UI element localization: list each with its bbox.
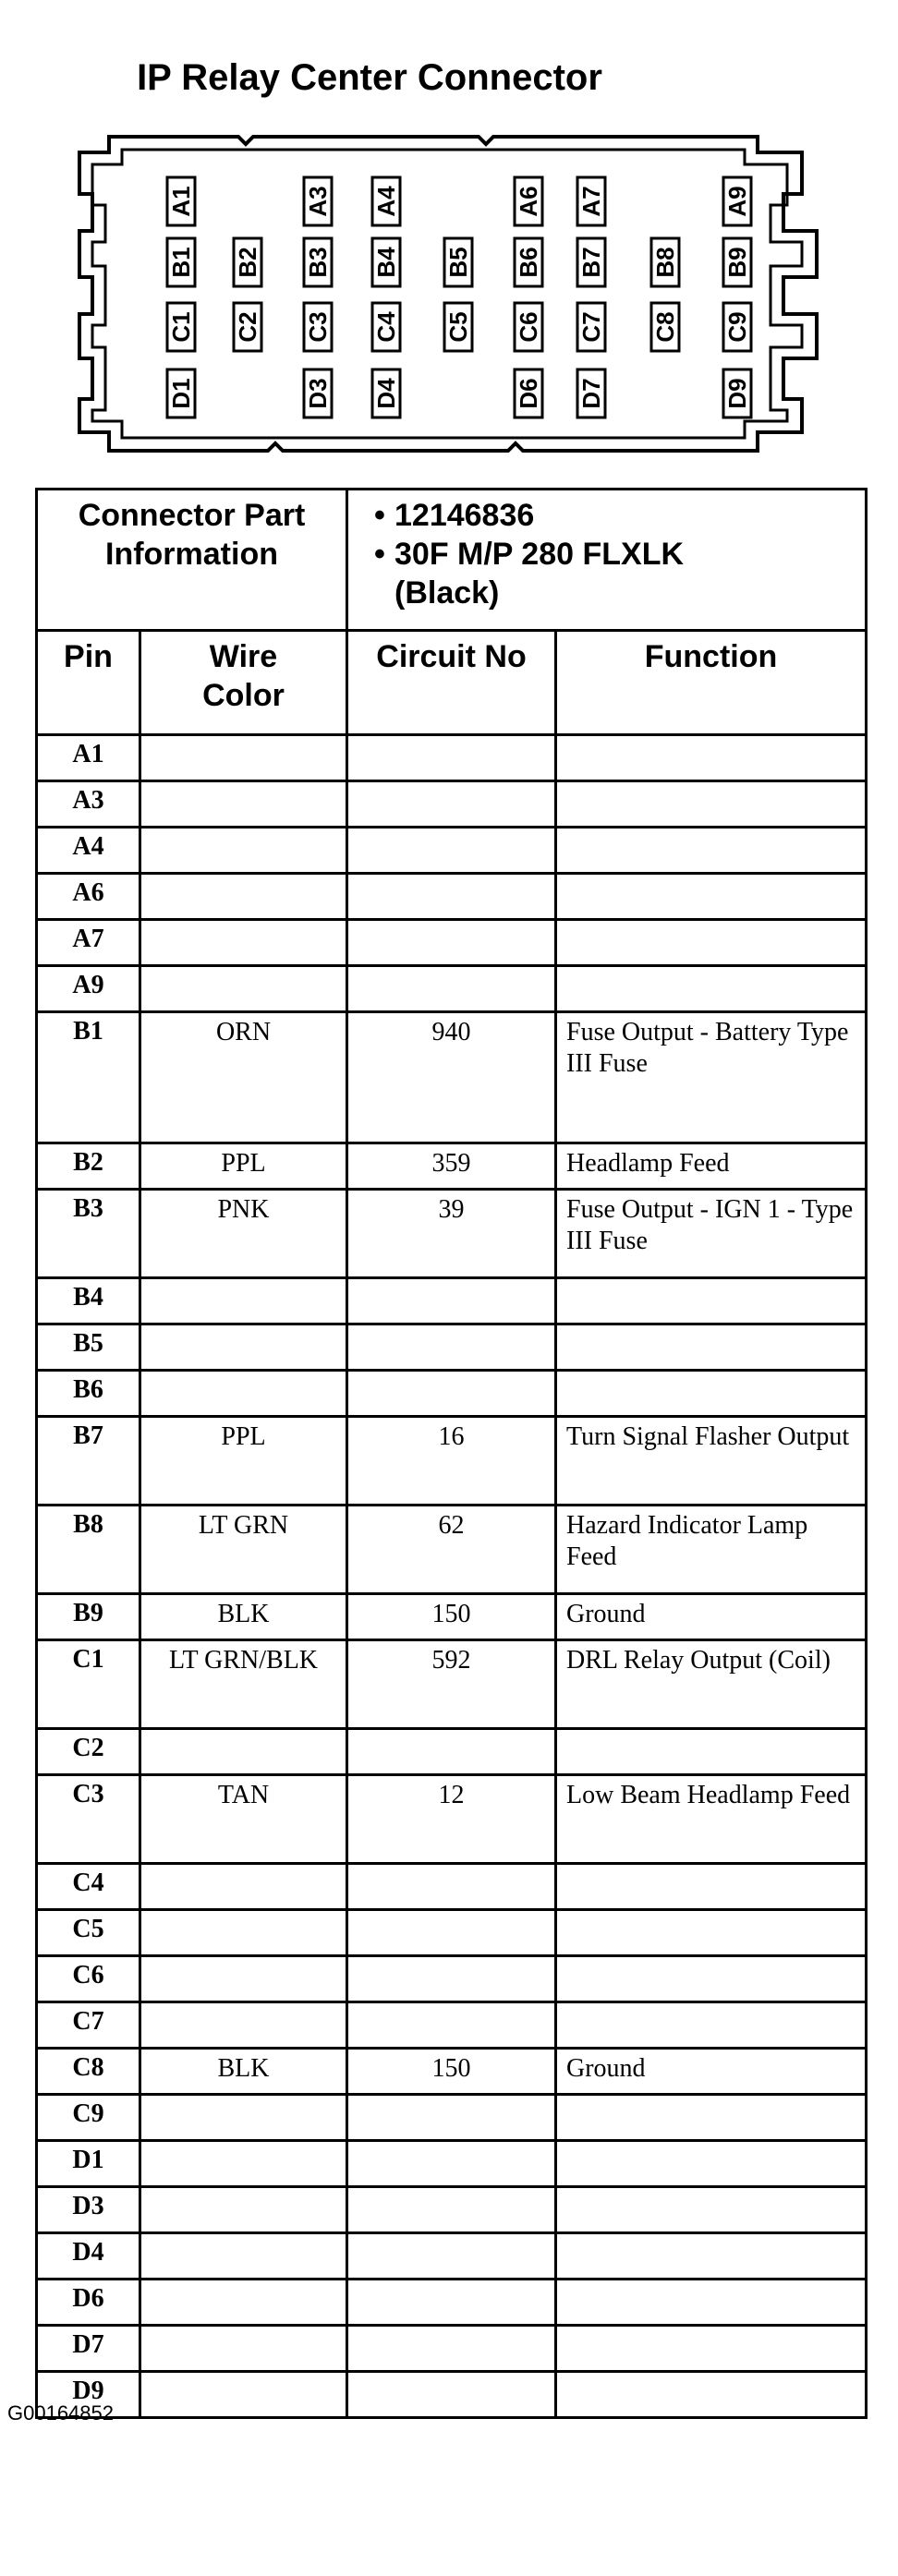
connector-pin	[304, 177, 332, 225]
circuit-cell	[347, 735, 556, 781]
pin-cell: C6	[37, 1956, 140, 2002]
function-cell	[556, 781, 867, 828]
wire-color-cell: PNK	[140, 1190, 347, 1278]
connector-pin	[167, 303, 195, 351]
pin-cell: D1	[37, 2141, 140, 2187]
pin-cell: B1	[37, 1012, 140, 1143]
table-row	[37, 2049, 867, 2095]
connector-pin-label: D4	[372, 378, 400, 409]
table-row	[37, 1012, 867, 1143]
connector-pin	[372, 238, 400, 286]
connector-pin	[234, 303, 261, 351]
diagram-title: IP Relay Center Connector	[137, 57, 602, 98]
connector-pin-label: D9	[723, 378, 751, 409]
connector-pin	[304, 303, 332, 351]
connector-pin-label: D7	[577, 378, 605, 409]
pin-cell: A9	[37, 966, 140, 1012]
column-header-wire-line1: Wire	[209, 639, 278, 674]
wire-color-cell	[140, 2002, 347, 2049]
function-cell: Fuse Output - Battery Type III Fuse	[556, 1012, 867, 1143]
circuit-cell: 150	[347, 2049, 556, 2095]
pin-cell: C7	[37, 2002, 140, 2049]
column-header-wire-color	[140, 631, 347, 735]
pin-cell: C8	[37, 2049, 140, 2095]
connector-pin-label: B2	[234, 247, 261, 278]
wire-color-cell: PPL	[140, 1143, 347, 1190]
column-header-row	[37, 631, 867, 735]
wire-color-cell	[140, 966, 347, 1012]
connector-pin	[372, 369, 400, 417]
table-row	[37, 1594, 867, 1640]
table-row	[37, 1143, 867, 1190]
pin-cell: D6	[37, 2280, 140, 2326]
table-row	[37, 2095, 867, 2141]
wire-color-cell	[140, 920, 347, 966]
circuit-cell	[347, 1864, 556, 1910]
function-cell: DRL Relay Output (Coil)	[556, 1640, 867, 1729]
table-row	[37, 2280, 867, 2326]
pin-cell: C9	[37, 2095, 140, 2141]
pin-cell: B7	[37, 1417, 140, 1506]
function-cell	[556, 2372, 867, 2418]
pin-cell: D3	[37, 2187, 140, 2233]
pin-cell: D4	[37, 2233, 140, 2280]
pin-cell: C3	[37, 1775, 140, 1864]
pin-cell: C5	[37, 1910, 140, 1956]
function-cell: Turn Signal Flasher Output	[556, 1417, 867, 1506]
circuit-cell: 16	[347, 1417, 556, 1506]
part-description-line1: • 30F M/P 280 FLXLK	[374, 535, 865, 574]
circuit-cell: 359	[347, 1143, 556, 1190]
table-row	[37, 1640, 867, 1729]
column-header-function: Function	[556, 631, 867, 735]
wire-color-cell	[140, 1729, 347, 1775]
wire-color-cell	[140, 2372, 347, 2418]
connector-pin	[167, 369, 195, 417]
pin-cell: B3	[37, 1190, 140, 1278]
pin-cell: B2	[37, 1143, 140, 1190]
pin-cell: C4	[37, 1864, 140, 1910]
connector-pin	[515, 238, 542, 286]
connector-pin-label: D6	[515, 378, 542, 409]
circuit-cell: 150	[347, 1594, 556, 1640]
function-cell	[556, 1864, 867, 1910]
connector-pin	[577, 177, 605, 225]
table-row	[37, 874, 867, 920]
circuit-cell	[347, 920, 556, 966]
pin-cell: D9	[37, 2372, 140, 2418]
function-cell	[556, 2187, 867, 2233]
circuit-cell	[347, 1910, 556, 1956]
connector-pin	[515, 177, 542, 225]
column-header-circuit: Circuit No	[347, 631, 556, 735]
function-cell	[556, 1371, 867, 1417]
pin-cell: A3	[37, 781, 140, 828]
circuit-cell	[347, 2002, 556, 2049]
table-row	[37, 1506, 867, 1594]
table-row	[37, 2002, 867, 2049]
function-cell: Fuse Output - IGN 1 - Type III Fuse	[556, 1190, 867, 1278]
circuit-cell	[347, 2280, 556, 2326]
connector-pin-label: C4	[372, 311, 400, 343]
function-cell	[556, 2326, 867, 2372]
function-cell	[556, 735, 867, 781]
connector-pin	[304, 369, 332, 417]
wire-color-cell: LT GRN/BLK	[140, 1640, 347, 1729]
table-row	[37, 920, 867, 966]
circuit-cell	[347, 2326, 556, 2372]
connector-pin	[723, 238, 751, 286]
wire-color-cell: PPL	[140, 1417, 347, 1506]
circuit-cell: 592	[347, 1640, 556, 1729]
connector-pin-label: A9	[723, 186, 751, 217]
connector-pin-label: B8	[651, 247, 679, 278]
connector-pin-label: B7	[577, 247, 605, 278]
circuit-cell	[347, 2095, 556, 2141]
connector-pin	[372, 177, 400, 225]
function-cell: Headlamp Feed	[556, 1143, 867, 1190]
wire-color-cell	[140, 2141, 347, 2187]
connector-pin-label: A7	[577, 186, 605, 217]
connector-pin-label: C7	[577, 311, 605, 343]
pin-cell: A4	[37, 828, 140, 874]
table-row	[37, 2372, 867, 2418]
table-row	[37, 1775, 867, 1864]
pin-cell: A1	[37, 735, 140, 781]
circuit-cell: 12	[347, 1775, 556, 1864]
function-cell	[556, 1278, 867, 1324]
connector-pin	[651, 303, 679, 351]
part-description-line2: (Black)	[394, 575, 500, 611]
connector-pin	[444, 303, 472, 351]
figure-id: G00164852	[7, 2401, 114, 2425]
wire-color-cell: BLK	[140, 2049, 347, 2095]
connector-pin-label: C6	[515, 311, 542, 343]
function-cell: Low Beam Headlamp Feed	[556, 1775, 867, 1864]
connector-pin	[723, 177, 751, 225]
connector-pin-label: B9	[723, 247, 751, 278]
wire-color-cell	[140, 874, 347, 920]
connector-pin-label: C2	[234, 311, 261, 343]
circuit-cell	[347, 2372, 556, 2418]
connector-pin-label: A3	[304, 186, 332, 217]
table-row	[37, 781, 867, 828]
connector-pin	[651, 238, 679, 286]
connector-pin	[372, 303, 400, 351]
function-cell	[556, 828, 867, 874]
pin-cell: C2	[37, 1729, 140, 1775]
connector-pin-label: B4	[372, 247, 400, 278]
connector-pin-label: B5	[444, 247, 472, 278]
connector-pin-label: D3	[304, 378, 332, 409]
connector-pin	[304, 238, 332, 286]
function-cell	[556, 1324, 867, 1371]
wire-color-cell	[140, 2280, 347, 2326]
table-row	[37, 1417, 867, 1506]
table-row	[37, 2141, 867, 2187]
connector-pin-label: C8	[651, 311, 679, 343]
table-row	[37, 735, 867, 781]
connector-housing-inner-outline	[92, 150, 802, 438]
column-header-pin: Pin	[37, 631, 140, 735]
function-cell	[556, 2141, 867, 2187]
function-cell	[556, 1910, 867, 1956]
wire-color-cell: TAN	[140, 1775, 347, 1864]
connector-pin-label: B6	[515, 247, 542, 278]
wire-color-cell	[140, 1371, 347, 1417]
circuit-cell	[347, 1371, 556, 1417]
table-row	[37, 1956, 867, 2002]
circuit-cell	[347, 2187, 556, 2233]
function-cell	[556, 2002, 867, 2049]
wire-color-cell: ORN	[140, 1012, 347, 1143]
connector-pin	[515, 369, 542, 417]
part-info-label-line2: Information	[105, 537, 278, 572]
circuit-cell	[347, 1729, 556, 1775]
pin-cell: B6	[37, 1371, 140, 1417]
table-row	[37, 1910, 867, 1956]
pin-cell: A7	[37, 920, 140, 966]
circuit-cell: 940	[347, 1012, 556, 1143]
connector-pin	[234, 238, 261, 286]
connector-pin	[577, 303, 605, 351]
wire-color-cell	[140, 2326, 347, 2372]
circuit-cell	[347, 966, 556, 1012]
function-cell	[556, 874, 867, 920]
pin-cell: B4	[37, 1278, 140, 1324]
part-number: • 12146836	[374, 496, 865, 535]
connector-pin-label: A4	[372, 186, 400, 217]
pin-cell: D7	[37, 2326, 140, 2372]
connector-pin	[723, 369, 751, 417]
connector-pin	[723, 303, 751, 351]
table-row	[37, 966, 867, 1012]
function-cell	[556, 966, 867, 1012]
wire-color-cell	[140, 1324, 347, 1371]
function-cell	[556, 920, 867, 966]
function-cell	[556, 1956, 867, 2002]
function-cell: Ground	[556, 2049, 867, 2095]
pin-rows	[37, 735, 867, 2418]
circuit-cell	[347, 2233, 556, 2280]
column-header-wire-line2: Color	[202, 678, 285, 713]
part-info-label	[37, 490, 347, 631]
connector-pin-label: B1	[167, 247, 195, 278]
part-info-label-line1: Connector Part	[78, 498, 306, 533]
pin-cell: A6	[37, 874, 140, 920]
circuit-cell	[347, 874, 556, 920]
circuit-cell	[347, 828, 556, 874]
wire-color-cell: LT GRN	[140, 1506, 347, 1594]
circuit-cell	[347, 781, 556, 828]
connector-pin-label: C1	[167, 311, 195, 343]
table-row	[37, 1729, 867, 1775]
circuit-cell	[347, 1278, 556, 1324]
wire-color-cell	[140, 828, 347, 874]
connector-pin-label: A6	[515, 186, 542, 217]
table-row	[37, 1190, 867, 1278]
function-cell	[556, 2280, 867, 2326]
function-cell	[556, 2095, 867, 2141]
table-row	[37, 828, 867, 874]
function-cell	[556, 1729, 867, 1775]
part-info-values	[347, 490, 867, 631]
connector-pin-label: B3	[304, 247, 332, 278]
connector-pin-label: C9	[723, 311, 751, 343]
table-row	[37, 2187, 867, 2233]
wire-color-cell	[140, 1278, 347, 1324]
pin-cell: B9	[37, 1594, 140, 1640]
table-row	[37, 1278, 867, 1324]
wire-color-cell	[140, 781, 347, 828]
connector-pin-label: C5	[444, 311, 472, 343]
wire-color-cell	[140, 1910, 347, 1956]
circuit-cell: 39	[347, 1190, 556, 1278]
connector-pin-label: A1	[167, 186, 195, 217]
function-cell	[556, 2233, 867, 2280]
circuit-cell	[347, 1324, 556, 1371]
wire-color-cell: BLK	[140, 1594, 347, 1640]
table-row	[37, 1324, 867, 1371]
connector-pin	[577, 238, 605, 286]
circuit-cell	[347, 1956, 556, 2002]
circuit-cell	[347, 2141, 556, 2187]
table-row	[37, 2326, 867, 2372]
wire-color-cell	[140, 1956, 347, 2002]
connector-face-diagram	[0, 0, 898, 480]
table-row	[37, 2233, 867, 2280]
connector-pin-label: C3	[304, 311, 332, 343]
pin-cell: C1	[37, 1640, 140, 1729]
connector-pin	[444, 238, 472, 286]
pin-cell: B5	[37, 1324, 140, 1371]
wire-color-cell	[140, 2187, 347, 2233]
connector-pin	[577, 369, 605, 417]
wire-color-cell	[140, 2095, 347, 2141]
part-info-row	[37, 490, 867, 631]
wire-color-cell	[140, 735, 347, 781]
table-row	[37, 1371, 867, 1417]
circuit-cell: 62	[347, 1506, 556, 1594]
table-row	[37, 1864, 867, 1910]
pin-cell: B8	[37, 1506, 140, 1594]
wire-color-cell	[140, 2233, 347, 2280]
function-cell: Hazard Indicator Lamp Feed	[556, 1506, 867, 1594]
function-cell: Ground	[556, 1594, 867, 1640]
connector-pin	[167, 177, 195, 225]
connector-pin-label: D1	[167, 378, 195, 409]
wire-color-cell	[140, 1864, 347, 1910]
connector-pin	[515, 303, 542, 351]
pin-table	[35, 488, 868, 2419]
connector-pin	[167, 238, 195, 286]
